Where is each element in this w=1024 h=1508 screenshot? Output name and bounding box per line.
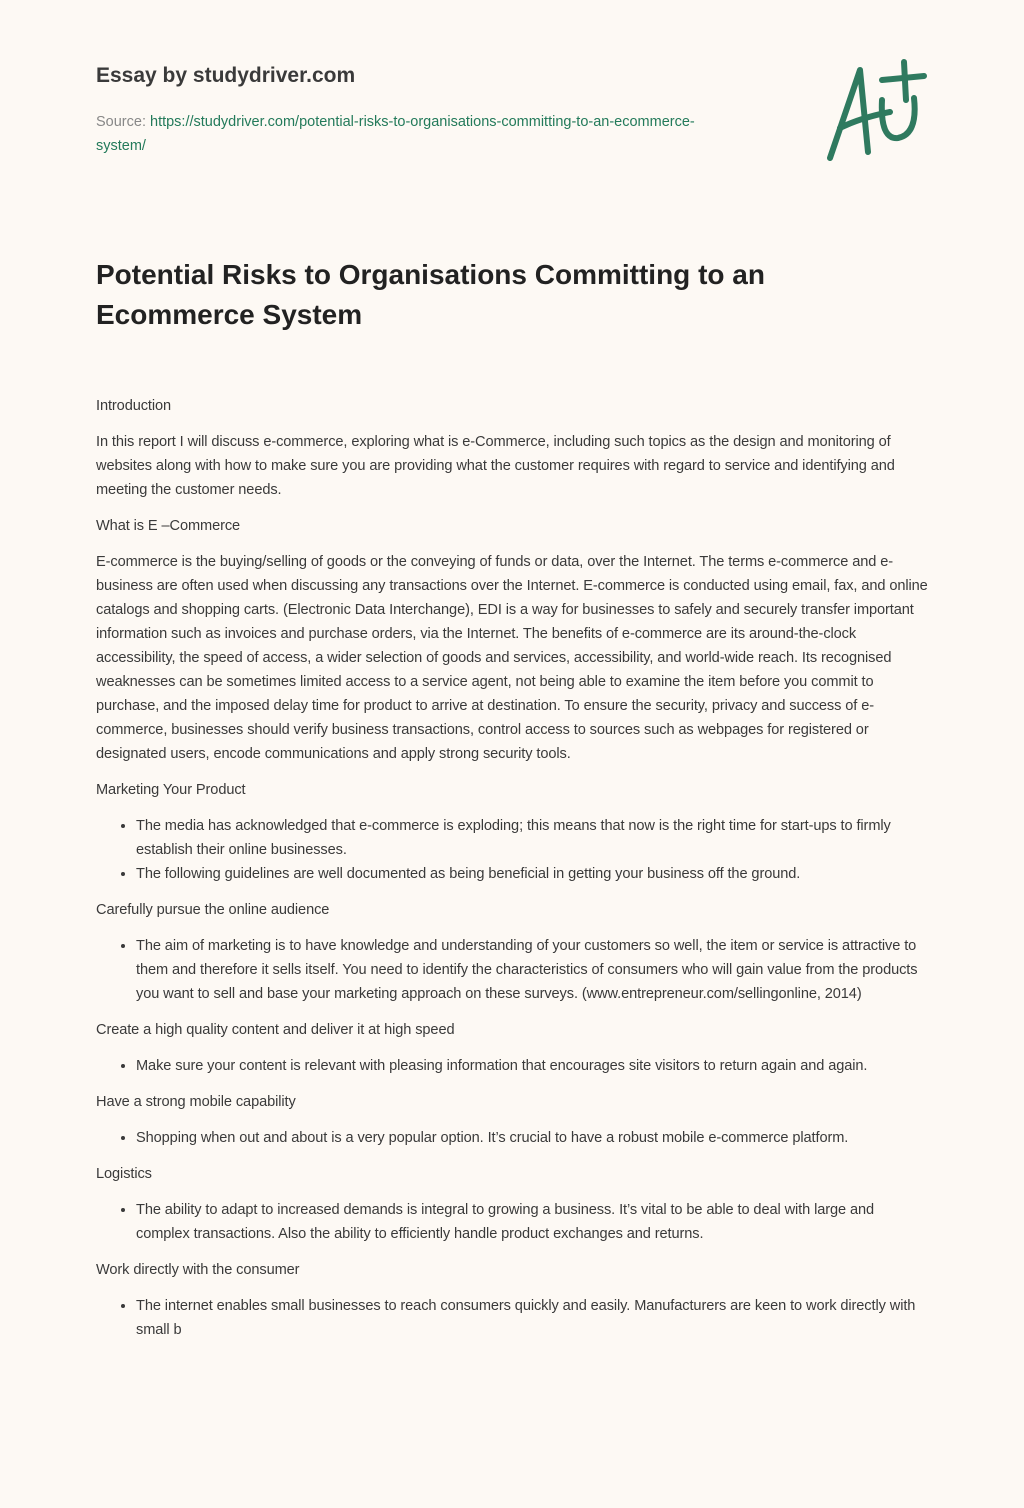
list-item: • The following guidelines are well documented as being beneficial in getting your business off the ground. (136, 862, 930, 886)
list-item: • The aim of marketing is to have knowledge and understanding of your customers so well, the item or service is attractive to them and therefore it sells itself. You need to identify the characteristics of consumers who will gain value from the products you want to sell and base your marketing approach on these surveys. (www.entrepreneur.com/sellingonline, 2014) (136, 934, 930, 1006)
section-heading: Work directly with the consumer (96, 1262, 300, 1278)
source-line (96, 110, 736, 158)
bullet-list (96, 934, 930, 1006)
bullet-list (96, 1126, 930, 1150)
section-paragraph: In this report I will discuss e-commerce, exploring what is e-Commerce, including such topics as the design and monitoring of websites along with how to make sure you are providing what the customer requires with regard to service and identifying and meeting the customer needs. (96, 434, 895, 498)
bullet-list (96, 1054, 930, 1078)
list-item: • Shopping when out and about is a very popular option. It’s crucial to have a robust mobile e-commerce platform. (136, 1126, 930, 1150)
section-heading: Introduction (96, 398, 172, 414)
list-item: • Make sure your content is relevant with pleasing information that encourages site visitors to return again and again. (136, 1054, 930, 1078)
bullet-list (96, 814, 930, 886)
source-label: Source: (96, 114, 150, 130)
section-heading: Have a strong mobile capability (96, 1094, 296, 1110)
essay-body (96, 394, 930, 1354)
section-heading: Create a high quality content and deliver it at high speed (96, 1022, 455, 1038)
essay-title: Potential Risks to Organisations Committing to an Ecommerce System (96, 259, 765, 330)
section-heading: Marketing Your Product (96, 782, 246, 798)
site-brand: Essay by studydriver.com (96, 64, 356, 87)
section-paragraph: E-commerce is the buying/selling of goods or the conveying of funds or data, over the Internet. The terms e-commerce and e-business are often used when discussing any transactions over the Internet. E-commerce is conducted using email, fax, and online catalogs and shopping carts. (Electronic Data Interchange), EDI is a way for businesses to safely and securely transfer important information such as invoices and purchase orders, via the Internet. The benefits of e-commerce are its around-the-clock accessibility, the speed of access, a wider selection of goods and services, accessibility, and world-wide reach. Its recognised weaknesses can be sometimes limited access to a service agent, not being able to examine the item before you commit to purchase, and the imposed delay time for product to arrive at destination. To ensure the security, privacy and success of e-commerce, businesses should verify business transactions, control access to sources such as webpages for registered or designated users, encode communications and apply strong security tools. (96, 554, 928, 762)
bullet-list (96, 1294, 930, 1342)
section-heading: Carefully pursue the online audience (96, 902, 330, 918)
list-item: • The media has acknowledged that e-commerce is exploding; this means that now is the right time for start-ups to firmly establish their online businesses. (136, 814, 930, 862)
list-item: • The internet enables small businesses to reach consumers quickly and easily. Manufacturers are keen to work directly with small b (136, 1294, 930, 1342)
bullet-list (96, 1198, 930, 1246)
section-heading: What is E –Commerce (96, 518, 241, 534)
section-heading: Logistics (96, 1166, 152, 1182)
a-plus-logo-icon (820, 40, 930, 165)
list-item: • The ability to adapt to increased demands is integral to growing a business. It’s vital to be able to deal with large and complex transactions. Also the ability to efficiently handle product exchanges and returns. (136, 1198, 930, 1246)
source-link[interactable]: https://studydriver.com/potential-risks-to-organisations-committing-to-an-ecommerce-system/ (96, 114, 695, 154)
